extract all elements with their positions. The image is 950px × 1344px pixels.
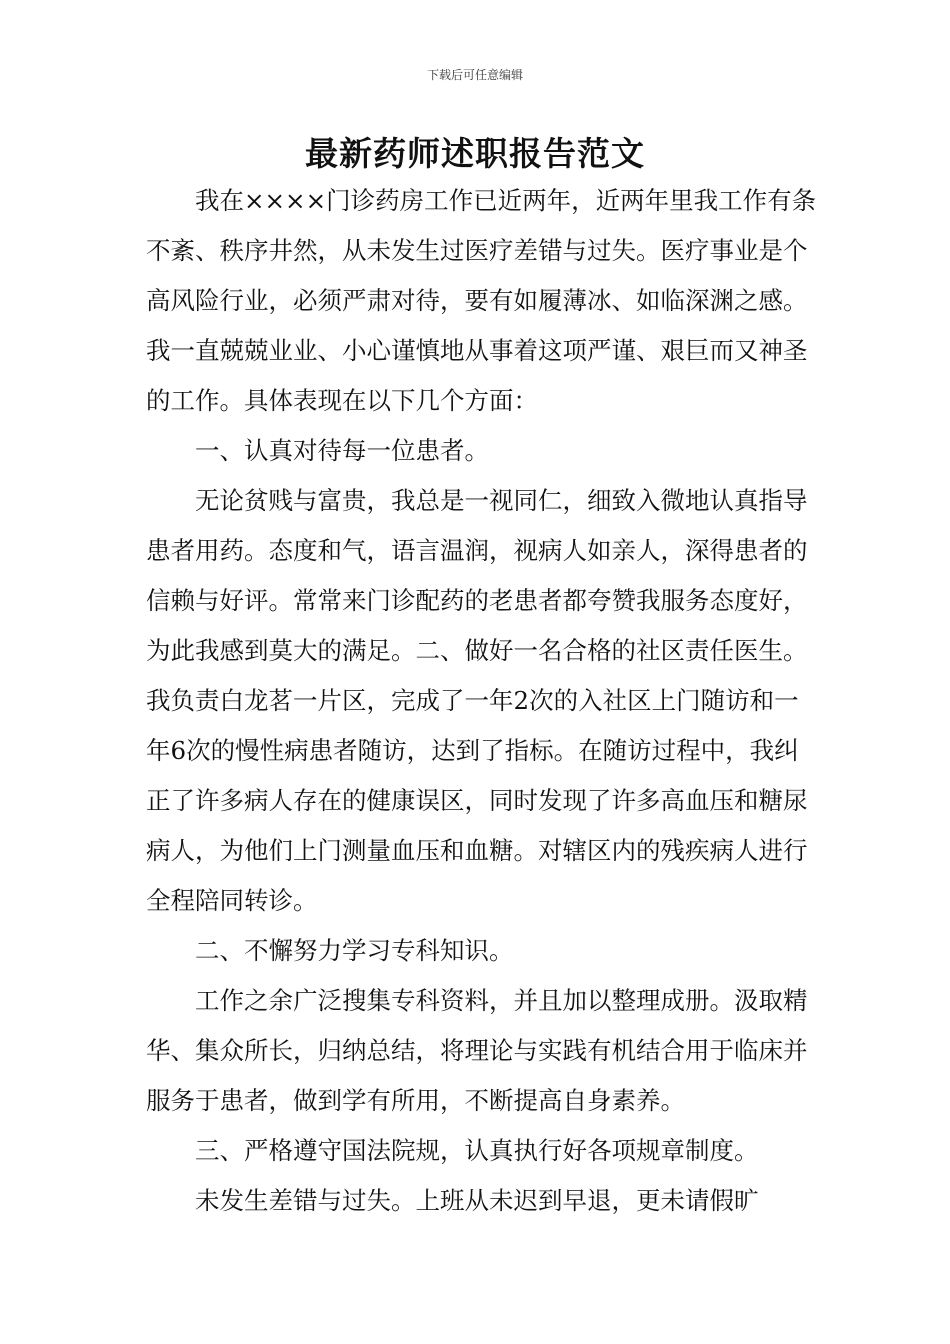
paragraph-section-1: 无论贫贱与富贵，我总是一视同仁，细致入微地认真指导患者用药。态度和气，语言温润，视病人如亲人，深得患者的信赖与好评。常常来门诊配药的老患者都夸赞我服务态度好，为此我感到莫大的满足。二、做好一名合格的社区责任医生。我负责白龙茗一片区，完成了一年2次的入社区上门随访和一年6次的慢性病患者随访，达到了指标。在随访过程中，我纠正了许多病人存在的健康误区，同时发现了许多高血压和糖尿病人，为他们上门测量血压和血糖。对辖区内的残疾病人进行全程陪同转诊。 (146, 486, 808, 915)
section-heading-1: 一、认真对待每一位患者。 (195, 436, 489, 465)
paragraph-section-3: 未发生差错与过失。上班从未迟到早退，更未请假旷 (195, 1186, 759, 1215)
paragraph-section-2: 工作之余广泛搜集专科资料，并且加以整理成册。汲取精华、集众所长，归纳总结，将理论与实践有机结合用于临床并服务于患者，做到学有所用，不断提高自身素养。 (146, 986, 808, 1115)
section-heading-3: 三、严格遵守国法院规，认真执行好各项规章制度。 (195, 1136, 759, 1165)
paragraph-intro: 我在××××门诊药房工作已近两年，近两年里我工作有条不紊、秩序井然，从未发生过医疗差错与过失。医疗事业是个高风险行业，必须严肃对待，要有如履薄冰、如临深渊之感。我一直兢兢业业、小心谨慎地从事着这项严谨、艰巨而又神圣的工作。具体表现在以下几个方面： (146, 186, 817, 415)
header-note: 下载后可任意编辑 (426, 68, 523, 82)
document-title: 最新药师述职报告范文 (305, 134, 645, 173)
section-heading-2: 二、不懈努力学习专科知识。 (195, 936, 514, 965)
document-body (146, 176, 818, 1226)
